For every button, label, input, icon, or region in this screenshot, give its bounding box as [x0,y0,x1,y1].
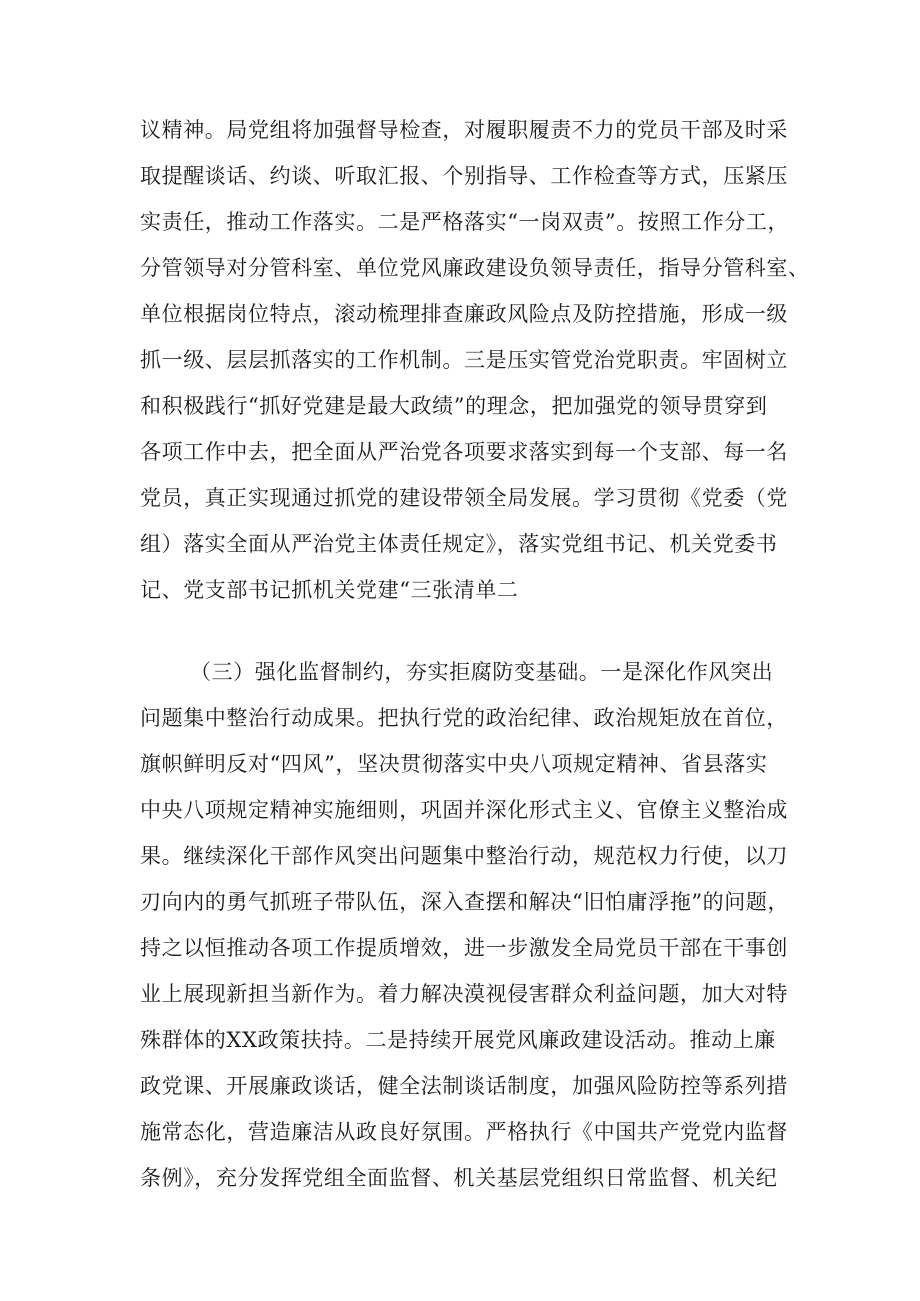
paragraph-line: 取提醒谈话、约谈、听取汇报、个别指导、工作检查等方式，压紧压 [140,164,788,188]
paragraph-line: 议精神。局党组将加强督导检查，对履职履责不力的党员干部及时采 [140,118,788,142]
paragraph-line: 持之以恒推动各项工作提质增效，进一步激发全局党员干部在干事创 [140,936,788,960]
paragraph-line: 组）落实全面从严治党主体责任规定》，落实党组书记、机关党委书 [140,532,778,556]
paragraph-line: 单位根据岗位特点，滚动梳理排查廉政风险点及防控措施，形成一级 [140,302,788,326]
paragraph-line: 果。继续深化干部作风突出问题集中整治行动，规范权力行使，以刀 [140,844,788,868]
paragraph-line: 和积极践行“抓好党建是最大政绩”的理念，把加强党的领导贯穿到 [140,394,768,418]
paragraph-line: 抓一级、层层抓落实的工作机制。三是压实管党治党职责。牢固树立 [140,348,788,372]
paragraph-line: 分管领导对分管科室、单位党风廉政建设负领导责任，指导分管科室、 [140,256,810,280]
paragraph-line: 旗帜鲜明反对“四风”，坚决贯彻落实中央八项规定精神、省县落实 [140,752,768,776]
paragraph-line: 刃向内的勇气抓班子带队伍，深入查摆和解决“旧怕庸浮拖”的问题， [140,890,790,914]
paragraph-line: 实责任，推动工作落实。二是严格落实“一岗双责”。按照工作分工， [140,210,790,234]
paragraph-line: 政党课、开展廉政谈话，健全法制谈话制度，加强风险防控等系列措 [140,1074,788,1098]
paragraph-line: 条例》，充分发挥党组全面监督、机关基层党组织日常监督、机关纪 [140,1166,778,1190]
paragraph-line: 党员，真正实现通过抓党的建设带领全局发展。学习贯彻《党委（党 [140,486,788,510]
paragraph-line: 殊群体的XX政策扶持。二是持续开展党风廉政建设活动。推动上廉 [140,1028,776,1052]
paragraph-line: 各项工作中去，把全面从严治党各项要求落实到每一个支部、每一名 [140,440,788,464]
paragraph-line: 业上展现新担当新作为。着力解决漠视侵害群众利益问题，加大对特 [140,982,788,1006]
paragraph-line: 施常态化，营造廉洁从政良好氛围。严格执行《中国共产党党内监督 [140,1120,788,1144]
paragraph-line: 记、党支部书记抓机关党建“三张清单二 [140,578,519,602]
section-heading-line: （三）强化监督制约，夯实拒腐防变基础。一是深化作风突出 [190,660,774,684]
paragraph-line: 问题集中整治行动成果。把执行党的政治纪律、政治规矩放在首位， [140,706,788,730]
paragraph-line: 中央八项规定精神实施细则，巩固并深化形式主义、官僚主义整治成 [140,798,788,822]
